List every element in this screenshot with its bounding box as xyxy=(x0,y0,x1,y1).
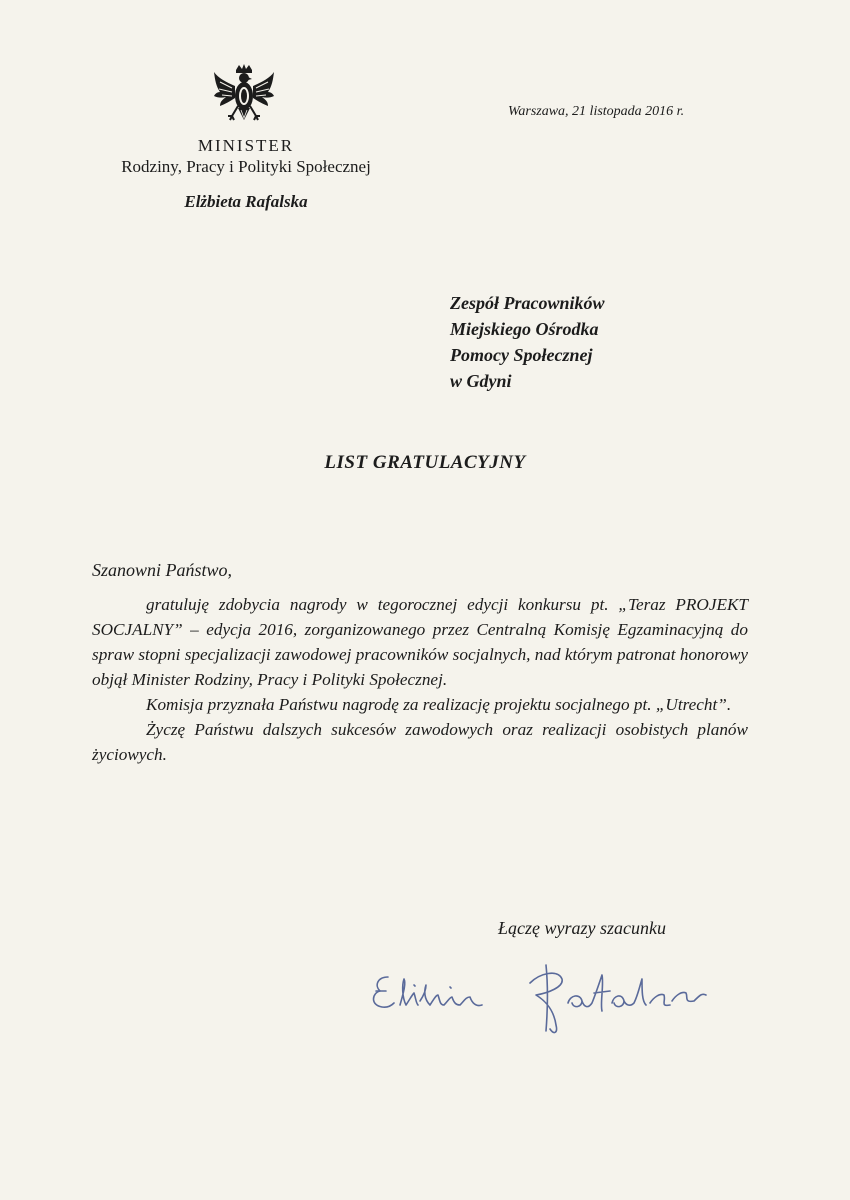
salutation: Szanowni Państwo, xyxy=(92,560,233,580)
letter-body xyxy=(92,592,748,767)
signature-svg xyxy=(360,955,720,1035)
ministry-name: Rodziny, Pracy i Polityki Społecznej xyxy=(121,157,371,176)
letter-date: Warszawa, 21 listopada 2016 r. xyxy=(508,104,685,119)
addressee-line: w Gdyni xyxy=(450,371,512,391)
addressee-line: Miejskiego Ośrodka xyxy=(450,319,599,339)
addressee-line: Zespół Pracowników xyxy=(450,293,605,313)
minister-name: Elżbieta Rafalska xyxy=(184,192,308,211)
addressee-block xyxy=(450,290,605,394)
handwritten-signature xyxy=(360,955,720,1035)
body-paragraph: Komisja przyznała Państwu nagrodę za realizację projektu socjalnego pt. „Utrecht”. xyxy=(146,695,732,714)
eagle-emblem-icon xyxy=(212,64,276,130)
body-paragraph: Życzę Państwu dalszych sukcesów zawodowych oraz realizacji osobistych planów życiowych. xyxy=(92,720,748,764)
addressee-line: Pomocy Społecznej xyxy=(450,345,593,365)
body-paragraph: gratuluję zdobycia nagrody w tegorocznej edycji konkursu pt. „Teraz PROJEKT SOCJALNY” – edycja 2016, zorganizowanego przez Centralną Komisję Egzaminacyjną do spraw stopni specjalizacji zawodowej pracowników socjalnych, nad którym patronat honorowy objął Minister Rodziny, Pracy i Polityki Społecznej. xyxy=(92,595,748,689)
letter-heading: LIST GRATULACYJNY xyxy=(324,452,526,473)
closing-phrase: Łączę wyrazy szacunku xyxy=(498,918,666,938)
minister-title: MINISTER xyxy=(197,136,295,155)
eagle-emblem-svg xyxy=(212,64,276,130)
ministry-header xyxy=(60,136,432,212)
